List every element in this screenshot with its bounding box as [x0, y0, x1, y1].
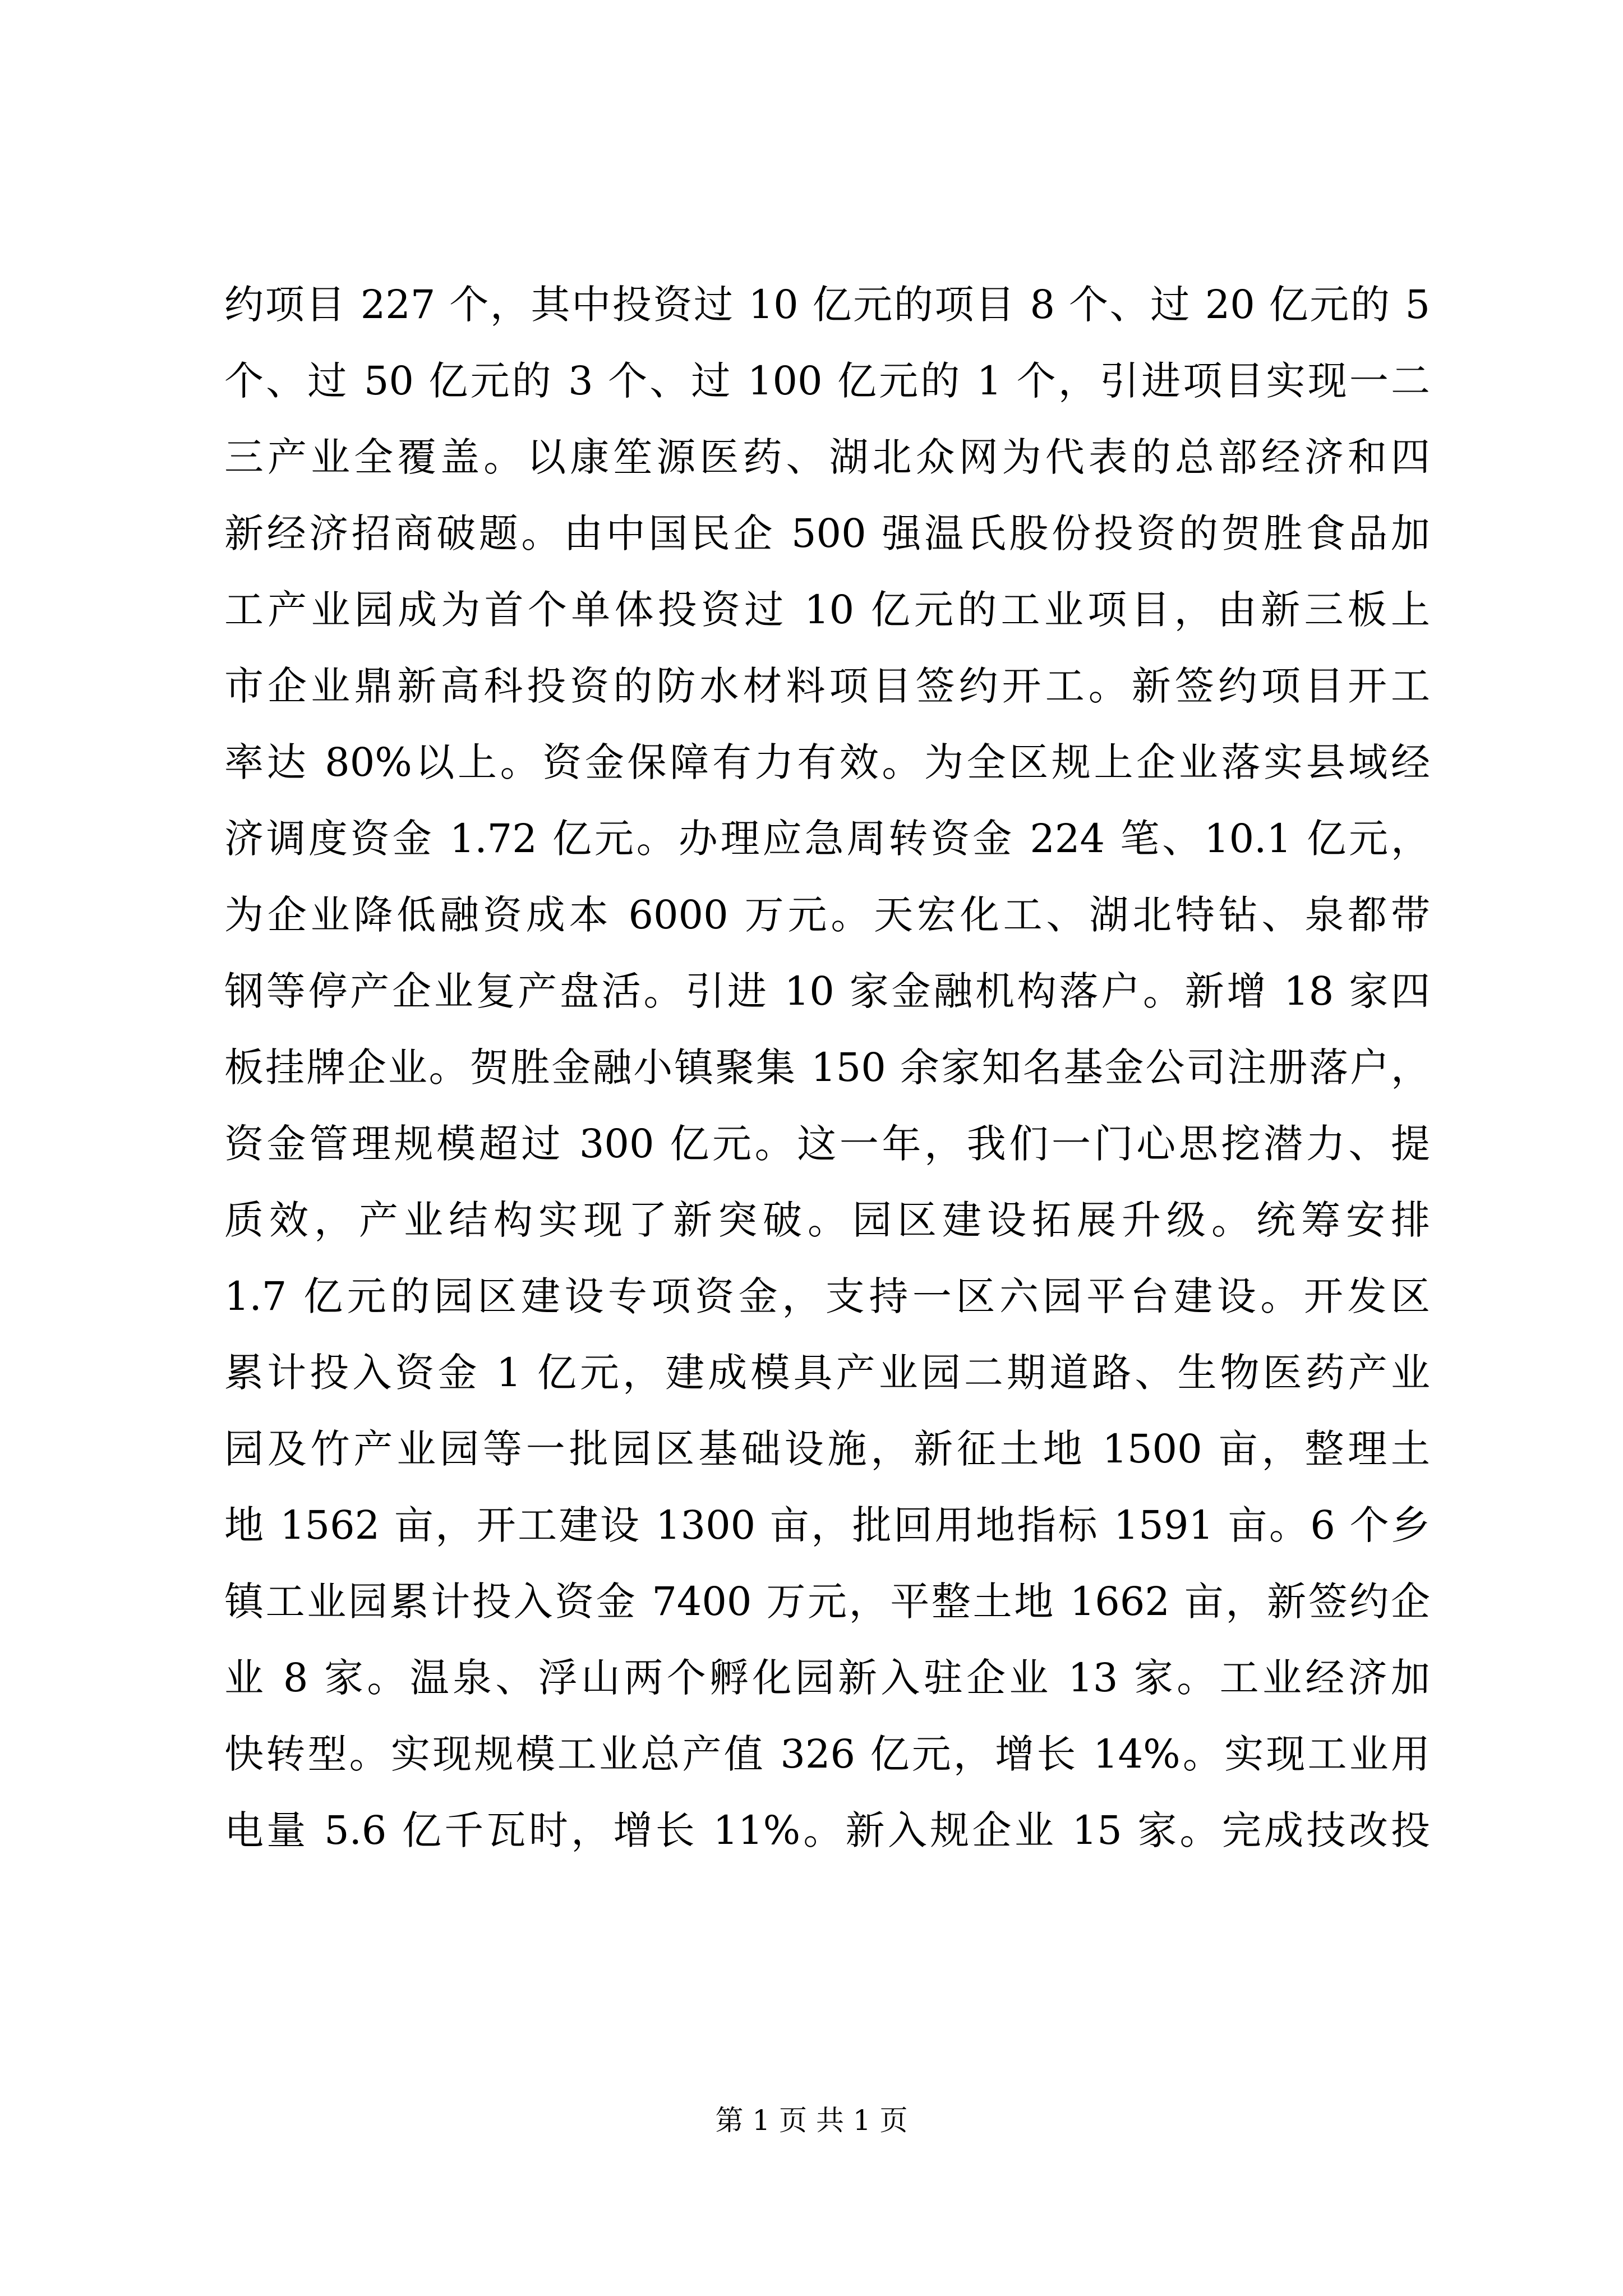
body-text: [224, 266, 1430, 1869]
text-line-20: 快转型。实现规模工业总产值 326 亿元，增长 14%。实现工业用: [224, 1731, 1430, 1777]
text-line-10: 钢等停产企业复产盘活。引进 10 家金融机构落户。新增 18 家四: [224, 968, 1430, 1014]
text-line-11: 板挂牌企业。贺胜金融小镇聚集 150 余家知名基金公司注册落户，: [224, 1045, 1430, 1091]
text-line-18: 镇工业园累计投入资金 7400 万元，平整土地 1662 亩，新签约企: [224, 1579, 1430, 1625]
text-line-19: 业 8 家。温泉、浮山两个孵化园新入驻企业 13 家。工业经济加: [224, 1655, 1430, 1701]
text-line-12: 资金管理规模超过 300 亿元。这一年，我们一门心思挖潜力、提: [224, 1121, 1430, 1167]
text-line-16: 园及竹产业园等一批园区基础设施，新征土地 1500 亩，整理土: [224, 1426, 1430, 1472]
text-line-17: 地 1562 亩，开工建设 1300 亩，批回用地指标 1591 亩。6 个乡: [224, 1502, 1430, 1548]
text-line-14: 1.7 亿元的园区建设专项资金，支持一区六园平台建设。开发区: [224, 1273, 1430, 1319]
text-line-1: 约项目 227 个，其中投资过 10 亿元的项目 8 个、过 20 亿元的 5: [224, 282, 1430, 328]
text-line-2: 个、过 50 亿元的 3 个、过 100 亿元的 1 个，引进项目实现一二: [224, 358, 1430, 404]
text-line-9: 为企业降低融资成本 6000 万元。天宏化工、湖北特钻、泉都带: [224, 892, 1430, 938]
text-line-5: 工产业园成为首个单体投资过 10 亿元的工业项目，由新三板上: [224, 587, 1430, 633]
text-line-13: 质效，产业结构实现了新突破。园区建设拓展升级。统筹安排: [224, 1197, 1430, 1243]
text-line-4: 新经济招商破题。由中国民企 500 强温氏股份投资的贺胜食品加: [224, 510, 1430, 556]
text-line-15: 累计投入资金 1 亿元，建成模具产业园二期道路、生物医药产业: [224, 1350, 1430, 1396]
text-line-3: 三产业全覆盖。以康笙源医药、湖北众网为代表的总部经济和四: [224, 434, 1430, 480]
page-footer: 第 1 页 共 1 页: [715, 2104, 908, 2137]
text-line-21: 电量 5.6 亿千瓦时，增长 11%。新入规企业 15 家。完成技改投: [224, 1807, 1430, 1853]
text-line-6: 市企业鼎新高科投资的防水材料项目签约开工。新签约项目开工: [224, 663, 1430, 709]
text-line-8: 济调度资金 1.72 亿元。办理应急周转资金 224 笔、10.1 亿元，: [224, 816, 1430, 862]
text-line-7: 率达 80%以上。资金保障有力有效。为全区规上企业落实县域经: [224, 739, 1430, 785]
